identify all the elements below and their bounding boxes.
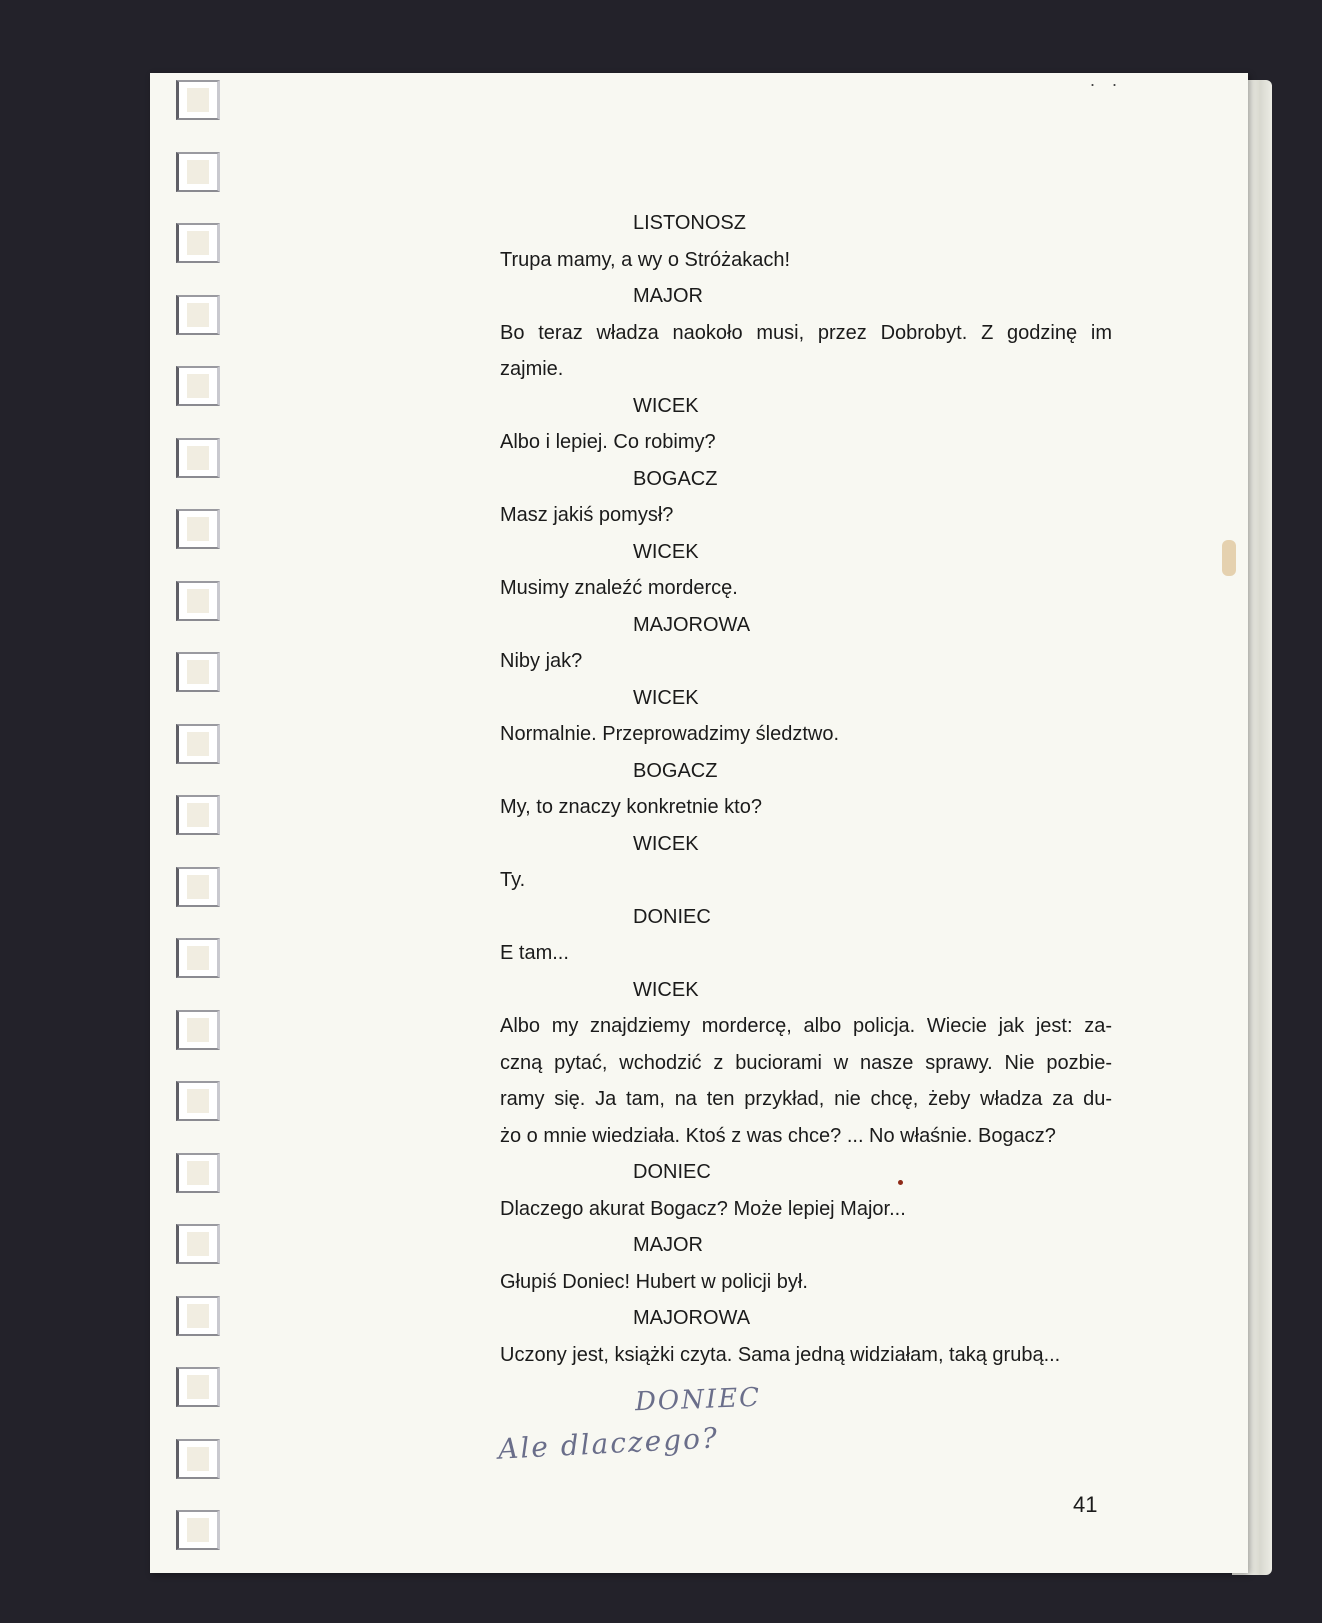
spiral-binding [176, 80, 224, 1570]
binding-ring [176, 1367, 220, 1407]
binding-ring [176, 80, 220, 120]
corner-mark: . . [1090, 70, 1124, 90]
ink-spot [898, 1180, 903, 1185]
speaker-name: WICEK [633, 978, 699, 1001]
speaker-name: DONIEC [633, 1161, 711, 1183]
binding-ring [176, 1439, 220, 1479]
binding-ring [176, 1010, 220, 1050]
speaker-name: MAJOR [633, 1234, 703, 1256]
binding-ring [176, 223, 220, 263]
paper-stain [1222, 540, 1236, 576]
dialogue-line: Albo i lepiej. Co robimy? [500, 431, 716, 453]
dialogue-line: E tam... [500, 942, 569, 964]
handwritten-line: Ale dlaczego? [497, 1421, 720, 1466]
dialogue-line: Dlaczego akurat Bogacz? Może lepiej Major... [500, 1197, 906, 1220]
dialogue-line: Bo teraz władza naokoło musi, przez Dobrobyt. Z godzinę im [500, 321, 1112, 344]
binding-ring [176, 295, 220, 335]
speaker-name: BOGACZ [633, 467, 718, 490]
speaker-name: WICEK [633, 686, 699, 709]
dialogue-line: Musimy znaleźć mordercę. [500, 577, 738, 599]
binding-ring [176, 438, 220, 478]
binding-ring [176, 1224, 220, 1264]
dialogue-line: ramy się. Ja tam, na ten przykład, nie chcę, żeby władza za du- [500, 1088, 1112, 1110]
dialogue-line: Normalnie. Przeprowadzimy śledztwo. [500, 723, 840, 745]
binding-ring [176, 366, 220, 406]
dialogue-line: Albo my znajdziemy mordercę, albo policja. Wiecie jak jest: za- [500, 1015, 1112, 1037]
speaker-name: MAJOR [633, 285, 703, 307]
dialogue-line: żo o mnie wiedziała. Ktoś z was chce? ... No właśnie. Bogacz? [500, 1124, 1056, 1147]
binding-ring [176, 581, 220, 621]
dialogue-line: My, to znaczy konkretnie kto? [500, 796, 762, 818]
binding-ring [176, 1510, 220, 1550]
dialogue-line: Ty. [500, 869, 526, 891]
dialogue-line: Niby jak? [500, 650, 583, 672]
speaker-name: MAJOROWA [633, 1307, 751, 1329]
speaker-name: DONIEC [633, 905, 711, 928]
dialogue-line: zajmie. [500, 358, 564, 380]
binding-ring [176, 867, 220, 907]
binding-ring [176, 152, 220, 192]
binding-ring [176, 938, 220, 978]
dialogue-line: Masz jakiś pomysł? [500, 504, 674, 526]
binding-ring [176, 795, 220, 835]
speaker-name: LISTONOSZ [633, 212, 746, 234]
script-text [500, 205, 1112, 1373]
binding-ring [176, 1296, 220, 1336]
dialogue-line: czną pytać, wchodzić z buciorami w nasze sprawy. Nie pozbie- [500, 1051, 1112, 1074]
dialogue-line: Trupa mamy, a wy o Stróżakach! [500, 248, 791, 271]
binding-ring [176, 652, 220, 692]
speaker-name: MAJOROWA [633, 613, 751, 636]
speaker-name: WICEK [633, 394, 699, 417]
dialogue-line: Głupiś Doniec! Hubert w policji był. [500, 1270, 808, 1293]
page-number: 41 [1073, 1492, 1098, 1517]
speaker-name: BOGACZ [633, 759, 718, 782]
binding-ring [176, 1153, 220, 1193]
binding-ring [176, 724, 220, 764]
speaker-name: WICEK [633, 540, 699, 563]
binding-ring [176, 1081, 220, 1121]
speaker-name: WICEK [633, 832, 699, 855]
binding-ring [176, 509, 220, 549]
dialogue-line: Uczony jest, książki czyta. Sama jedną widziałam, taką grubą... [500, 1343, 1061, 1366]
handwritten-speaker: DONIEC [634, 1382, 762, 1418]
